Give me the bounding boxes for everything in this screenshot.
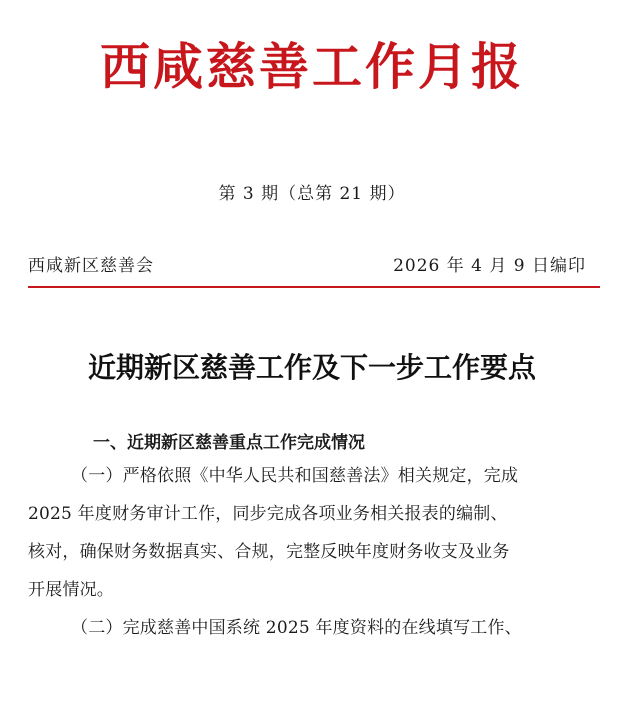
paragraph-line: 开展情况。 — [28, 580, 114, 600]
publisher-name: 西咸新区慈善会 — [28, 256, 154, 276]
publication-meta — [28, 254, 600, 278]
paragraph-line: 核对，确保财务数据真实、合规，完整反映年度财务收支及业务 — [28, 542, 510, 562]
paragraph-line: （二）完成慈善中国系统 2025 年度资料的在线填写工作、 — [71, 618, 522, 638]
document-title: 近期新区慈善工作及下一步工作要点 — [87, 351, 536, 384]
red-divider-line — [28, 286, 600, 288]
print-date: 2026 年 4 月 9 日编印 — [393, 256, 586, 276]
paragraph-line: （一）严格依照《中华人民共和国慈善法》相关规定，完成 — [71, 466, 519, 486]
section-heading: 一、近期新区慈善重点工作完成情况 — [93, 433, 365, 453]
paragraph-line: 2025 年度财务审计工作，同步完成各项业务相关报表的编制、 — [28, 504, 508, 524]
issue-number: 第 3 期（总第 21 期） — [218, 184, 406, 204]
masthead-title: 西咸慈善工作月报 — [100, 37, 524, 96]
